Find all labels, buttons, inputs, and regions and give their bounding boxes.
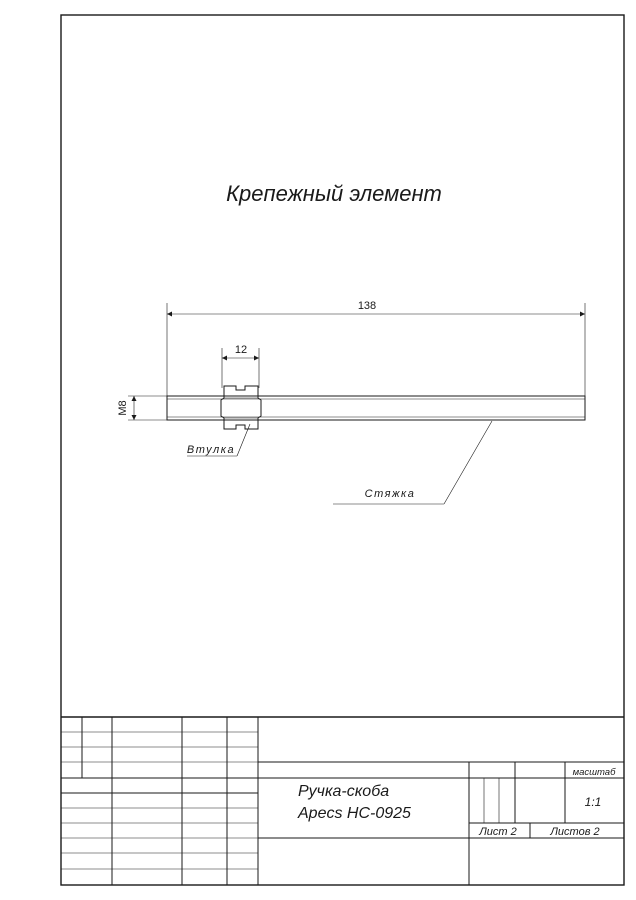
sheets-total: Листов 2	[550, 826, 600, 838]
sheet-number: Лист 2	[479, 826, 517, 838]
thread-diameter-dimension	[117, 396, 167, 420]
drawing-title: Крепежный элемент	[226, 181, 442, 206]
tie-rod-callout	[333, 421, 492, 504]
bushing-width-dimension	[222, 344, 259, 388]
tie-rod-callout-label: Стяжка	[364, 488, 416, 500]
overall-length-label: 138	[357, 300, 377, 312]
bushing-part	[221, 386, 261, 429]
bushing-width-label: 12	[234, 344, 248, 356]
drawing-frame	[61, 15, 624, 885]
scale-label: масштаб	[572, 767, 616, 778]
bushing-callout-label: Втулка	[186, 444, 236, 456]
bushing-callout	[187, 424, 250, 456]
title-block	[61, 717, 624, 885]
thread-diameter-label: M8	[117, 400, 129, 416]
overall-length-dimension	[167, 300, 585, 396]
scale-value: 1:1	[584, 795, 602, 809]
product-name-line2: Apecs HC-0925	[298, 805, 411, 822]
product-name-line1: Ручка-скоба	[298, 783, 390, 800]
tie-rod-part	[167, 396, 585, 420]
